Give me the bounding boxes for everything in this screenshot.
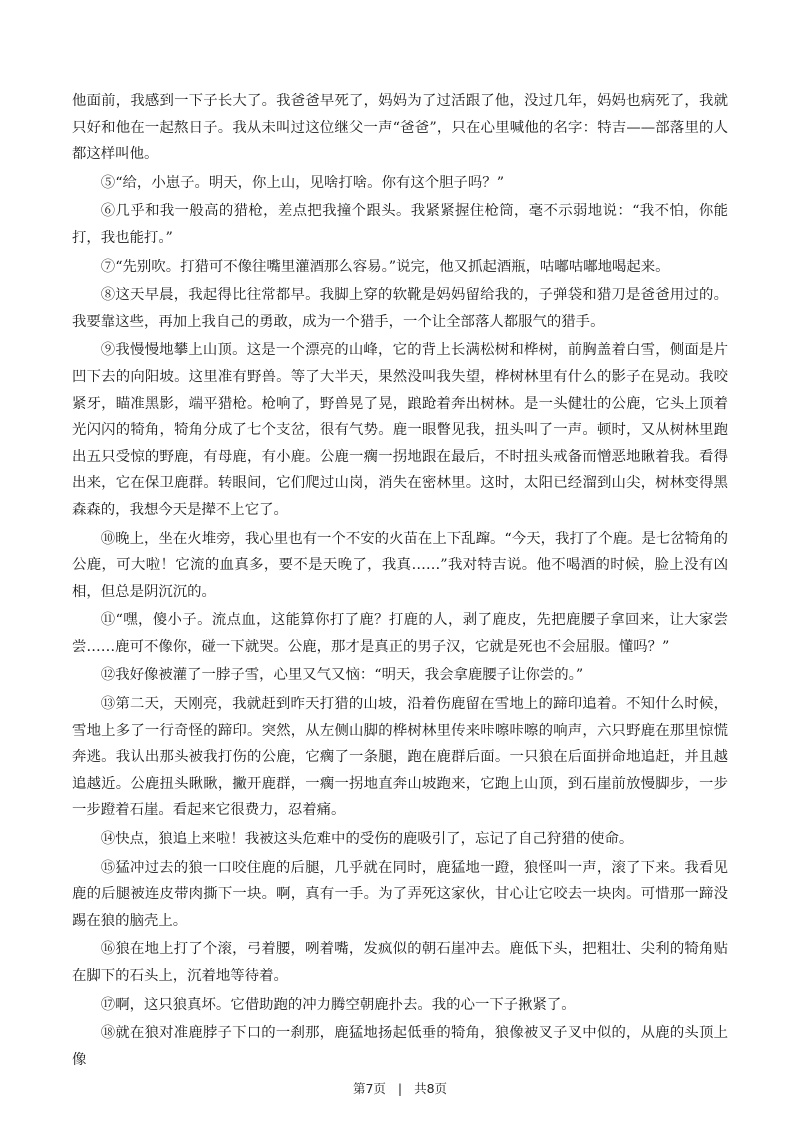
paragraph-12: ⑫我好像被灌了一脖子雪，心里又气又恼：“明天，我会拿鹿腰子让你尝的。” bbox=[100, 667, 584, 684]
paragraph-continuation: 他面前，我感到一下子长大了。我爸爸早死了，妈妈为了过活跟了他，没过几年，妈妈也病死了，我就只好和他在一起熬日子。我从未叫过这位继父一声“爸爸”，只在心里喊他的名字：特吉——部落里的人都这样叫他。 bbox=[72, 93, 728, 163]
paragraph-11: ⑪“嘿，傻小子。流点血，这能算你打了鹿？打鹿的人，剥了鹿皮，先把鹿腰子拿回来，让大家尝尝……鹿可不像你，碰一下就哭。公鹿，那才是真正的男子汉，它就是死也不会屈服。懂吗？” bbox=[72, 612, 728, 655]
paragraph-6: ⑥几乎和我一般高的猎枪，差点把我撞个跟头。我紧紧握住枪筒，毫不示弱地说：“我不怕，你能打，我也能打。” bbox=[72, 203, 728, 246]
page-number-total: 共8页 bbox=[414, 1081, 448, 1096]
paragraph-7: ⑦“先别吹。打猎可不像往嘴里灌酒那么容易。”说完，他又抓起酒瓶，咕嘟咕嘟地喝起来。 bbox=[100, 258, 670, 275]
paragraph-17: ⑰啊，这只狼真坏。它借助跑的冲力腾空朝鹿扑去。我的心一下子揪紧了。 bbox=[100, 996, 576, 1013]
document-body bbox=[72, 88, 728, 1075]
page-footer bbox=[0, 1079, 800, 1097]
paragraph-15: ⑮猛冲过去的狼一口咬住鹿的后腿，几乎就在同时，鹿猛地一蹬，狼怪叫一声，滚了下来。我看见鹿的后腿被连皮带肉撕下一块。啊，真有一手。为了弄死这家伙，甘心让它咬去一块肉。可惜那一蹄没踢在狼的脑壳上。 bbox=[72, 859, 728, 929]
paragraph-5: ⑤“给，小崽子。明天，你上山，见啥打啥。你有这个胆子吗？” bbox=[100, 174, 505, 191]
paragraph-8: ⑧这天早晨，我起得比往常都早。我脚上穿的软靴是妈妈留给我的，子弹袋和猎刀是爸爸用过的。我要靠这些，再加上我自己的勇敢，成为一个猎手，一个让全部落人都服气的猎手。 bbox=[72, 287, 728, 330]
paragraph-13: ⑬第二天，天刚亮，我就赶到昨天打猎的山坡，沿着伤鹿留在雪地上的蹄印追着。不知什么时候，雪地上多了一行奇怪的蹄印。突然，从左侧山脚的桦树林里传来咔嚓咔嚓的响声，六只野鹿在那里惊慌奔逃。我认出那头被我打伤的公鹿，它瘸了一条腿，跑在鹿群后面。一只狼在后面拼命地追赶，并且越追越近。公鹿扭头瞅瞅，撇开鹿群，一瘸一拐地直奔山坡跑来，它跑上山顶，到石崖前放慢脚步，一步一步蹬着石崖。看起来它很费力，忍着痛。 bbox=[72, 696, 728, 819]
paragraph-18: ⑱就在狼对准鹿脖子下口的一刹那，鹿猛地扬起低垂的犄角，狼像被叉子叉中似的，从鹿的头顶上像 bbox=[72, 1025, 728, 1068]
paragraph-10: ⑩晚上，坐在火堆旁，我心里也有一个不安的火苗在上下乱蹿。“今天，我打了个鹿。是七岔犄角的公鹿，可大啦！它流的血真多，要不是天晚了，我真……”我对特吉说。他不喝酒的时候，脸上没有凶相，但总是阴沉沉的。 bbox=[72, 530, 728, 600]
paragraph-9: ⑨我慢慢地攀上山顶。这是一个漂亮的山峰，它的背上长满松树和桦树，前胸盖着白雪，侧面是片凹下去的向阳坡。这里准有野兽。等了大半天，果然没叫我失望，桦树林里有什么的影子在晃动。我咬紧牙，瞄准黑影，端平猎枪。枪响了，野兽晃了晃，踉跄着奔出树林。是一头健壮的公鹿，它头上顶着光闪闪的犄角，犄角分成了七个支岔，很有气势。鹿一眼瞥见我，扭头叫了一声。顿时，又从树林里跑出五只受惊的野鹿，有母鹿，有小鹿。公鹿一瘸一拐地跟在最后，不时扭头戒备而憎恶地瞅着我。看得出来，它在保卫鹿群。转眼间，它们爬过山岗，消失在密林里。这时，太阳已经溜到山尖，树林变得黑森森的，我想今天是撵不上它了。 bbox=[72, 342, 728, 518]
paragraph-16: ⑯狼在地上打了个滚，弓着腰，咧着嘴，发疯似的朝石崖冲去。鹿低下头，把粗壮、尖利的犄角贴在脚下的石头上，沉着地等待着。 bbox=[72, 941, 728, 984]
paragraph-14: ⑭快点，狼追上来啦！我被这头危难中的受伤的鹿吸引了，忘记了自己狩猎的使命。 bbox=[100, 831, 634, 848]
page-number-current: 第7页 bbox=[352, 1081, 386, 1096]
footer-separator: | bbox=[397, 1081, 403, 1096]
